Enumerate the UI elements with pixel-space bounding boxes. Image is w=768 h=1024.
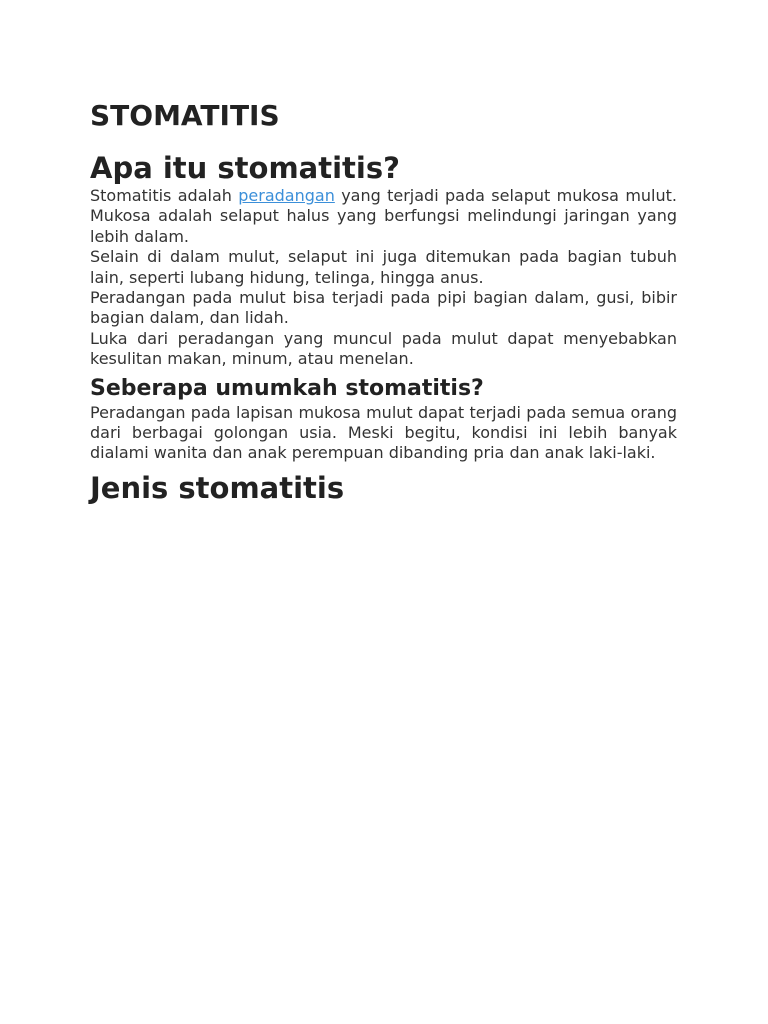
document-page <box>90 96 677 506</box>
paragraph-text: yang terjadi pada selaput mukosa mulut. Mukosa adalah selaput halus yang berfungsi melindungi jaringan yang lebih dalam. <box>90 186 678 246</box>
paragraph-other-locations: Selain di dalam mulut, selaput ini juga ditemukan pada bagian tubuh lain, seperti lubang hidung, telinga, hingga anus. <box>90 247 677 287</box>
peradangan-link[interactable]: peradangan <box>238 186 335 205</box>
paragraph-definition <box>90 186 677 247</box>
paragraph-mouth-areas: Peradangan pada mulut bisa terjadi pada pipi bagian dalam, gusi, bibir bagian dalam, dan lidah. <box>90 288 677 328</box>
document-title: STOMATITIS <box>90 99 280 132</box>
section-heading-seberapa-umum: Seberapa umumkah stomatitis? <box>90 375 484 401</box>
paragraph-symptoms: Luka dari peradangan yang muncul pada mulut dapat menyebabkan kesulitan makan, minum, atau menelan. <box>90 328 677 369</box>
paragraph-text: Stomatitis adalah <box>90 186 239 205</box>
paragraph-prevalence: Peradangan pada lapisan mukosa mulut dapat terjadi pada semua orang dari berbagai golongan usia. Meski begitu, kondisi ini lebih banyak dialami wanita dan anak perempuan dibanding pria dan anak laki-laki. <box>90 402 677 463</box>
section-heading-jenis: Jenis stomatitis <box>90 470 345 505</box>
section-heading-apa-itu: Apa itu stomatitis? <box>90 151 400 185</box>
